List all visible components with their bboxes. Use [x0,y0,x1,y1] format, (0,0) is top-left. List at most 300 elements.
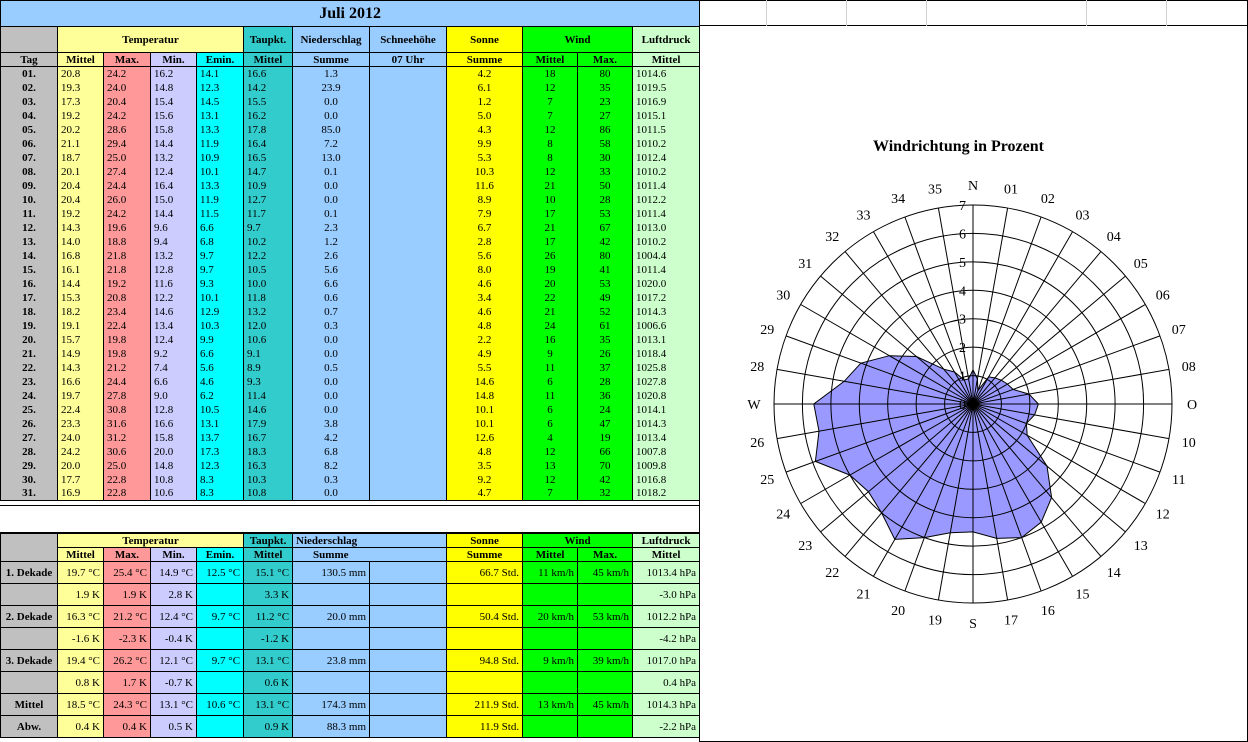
cell-niederschlag: 6.8 [293,445,370,459]
cell-day: 13. [1,235,58,249]
cell-temp-max: 19.8 [104,333,151,347]
summary-temp-max: 0.4 K [104,716,151,738]
cell-temp-max: 19.6 [104,221,151,235]
cell-temp-max: 25.0 [104,459,151,473]
sum-sub-min: Min. [151,548,197,562]
cell-schneehoehe [370,445,447,459]
summary-temp-min: -0.7 K [151,672,197,694]
cell-day: 18. [1,305,58,319]
cell-luftdruck: 1027.8 [633,375,700,389]
cell-temp-emin: 13.3 [197,123,244,137]
cell-temp-emin: 9.7 [197,249,244,263]
sum-sub-wind-max: Max. [578,548,633,562]
summary-blank [370,716,447,738]
cell-wind-mittel: 22 [523,291,578,305]
cell-temp-max: 23.4 [104,305,151,319]
cell-day: 04. [1,109,58,123]
cell-luftdruck: 1011.4 [633,263,700,277]
summary-wind-mittel: 9 km/h [523,650,578,672]
direction-label: 12 [1155,507,1170,523]
cell-temp-max: 27.8 [104,389,151,403]
cell-niederschlag: 0.6 [293,291,370,305]
summary-row [1,628,700,650]
cell-temp-mittel: 24.0 [58,431,104,445]
cell-day: 25. [1,403,58,417]
cell-temp-emin: 8.3 [197,487,244,501]
cell-day: 15. [1,263,58,277]
cell-temp-min: 10.8 [151,473,197,487]
cell-temp-mittel: 24.2 [58,445,104,459]
summary-temp-mittel: 1.9 K [58,584,104,606]
sum-header-sonne: Sonne [447,534,523,548]
summary-sonne: 94.8 Std. [447,650,523,672]
cell-temp-mittel: 18.2 [58,305,104,319]
direction-label: 21 [856,587,871,603]
cell-niederschlag: 2.6 [293,249,370,263]
cell-schneehoehe [370,165,447,179]
cell-temp-emin: 10.3 [197,319,244,333]
summary-temp-emin [197,716,244,738]
cell-temp-emin: 12.3 [197,81,244,95]
cell-niederschlag: 0.1 [293,207,370,221]
cell-luftdruck: 1011.5 [633,123,700,137]
cell-wind-max: 80 [578,249,633,263]
direction-label: S [969,617,977,632]
table-row [1,389,700,403]
cell-temp-min: 12.4 [151,333,197,347]
cell-temp-mittel: 20.4 [58,179,104,193]
cell-temp-mittel: 22.4 [58,403,104,417]
cell-niederschlag: 5.6 [293,263,370,277]
cell-sonne: 14.8 [447,389,523,403]
cell-wind-mittel: 7 [523,487,578,501]
summary-row [1,650,700,672]
cell-temp-emin: 17.3 [197,445,244,459]
cell-schneehoehe [370,95,447,109]
cell-temp-min: 14.8 [151,459,197,473]
cell-temp-max: 28.6 [104,123,151,137]
cell-luftdruck: 1014.3 [633,417,700,431]
cell-taupkt: 10.8 [244,487,293,501]
summary-row [1,694,700,716]
cell-temp-max: 20.4 [104,95,151,109]
cell-luftdruck: 1004.4 [633,249,700,263]
cell-temp-emin: 9.7 [197,263,244,277]
cell-temp-max: 18.8 [104,235,151,249]
summary-row [1,562,700,584]
cell-wind-mittel: 13 [523,459,578,473]
radial-tick-label: 7 [959,199,966,214]
cell-day: 23. [1,375,58,389]
sub-07uhr: 07 Uhr [370,53,447,67]
cell-schneehoehe [370,305,447,319]
radial-tick-label: 5 [959,255,966,271]
radial-tick-label: 1 [959,369,966,385]
cell-day: 05. [1,123,58,137]
cell-temp-emin: 13.1 [197,417,244,431]
cell-temp-emin: 4.6 [197,375,244,389]
summary-row [1,606,700,628]
summary-blank [370,584,447,606]
cell-wind-mittel: 18 [523,67,578,81]
cell-wind-max: 67 [578,221,633,235]
cell-temp-mittel: 14.4 [58,277,104,291]
table-row [1,487,700,501]
cell-taupkt: 11.4 [244,389,293,403]
table-row [1,221,700,235]
cell-sonne: 10.1 [447,403,523,417]
summary-temp-emin [197,672,244,694]
table-row [1,263,700,277]
direction-label: 29 [760,323,775,339]
cell-luftdruck: 1006.6 [633,319,700,333]
cell-niederschlag: 0.0 [293,193,370,207]
summary-niederschlag: 174.3 mm [293,694,370,716]
summary-taupkt: 0.6 K [244,672,293,694]
cell-temp-min: 16.6 [151,417,197,431]
cell-temp-min: 7.4 [151,361,197,375]
cell-wind-mittel: 7 [523,109,578,123]
sub-druck-mittel: Mittel [633,53,700,67]
cell-niederschlag: 3.8 [293,417,370,431]
cell-taupkt: 10.5 [244,263,293,277]
cell-wind-mittel: 8 [523,151,578,165]
summary-temp-mittel: 18.5 °C [58,694,104,716]
radial-tick-label: 4 [959,284,966,300]
cell-temp-emin: 11.9 [197,137,244,151]
summary-wind-max: 53 km/h [578,606,633,628]
cell-sonne: 9.2 [447,473,523,487]
cell-day: 02. [1,81,58,95]
sum-sub-max: Max. [104,548,151,562]
summary-wind-mittel [523,584,578,606]
cell-luftdruck: 1011.4 [633,179,700,193]
cell-luftdruck: 1013.0 [633,221,700,235]
cell-temp-max: 31.6 [104,417,151,431]
cell-schneehoehe [370,249,447,263]
cell-temp-min: 9.0 [151,389,197,403]
cell-taupkt: 13.2 [244,305,293,319]
cell-temp-max: 29.4 [104,137,151,151]
cell-wind-max: 27 [578,109,633,123]
cell-temp-min: 14.4 [151,137,197,151]
cell-luftdruck: 1007.8 [633,445,700,459]
cell-schneehoehe [370,137,447,151]
cell-temp-min: 13.2 [151,151,197,165]
cell-temp-max: 24.4 [104,179,151,193]
cell-sonne: 10.3 [447,165,523,179]
cell-wind-mittel: 10 [523,193,578,207]
summary-wind-mittel: 13 km/h [523,694,578,716]
cell-wind-mittel: 21 [523,179,578,193]
cell-niederschlag: 0.0 [293,95,370,109]
table-row [1,445,700,459]
cell-taupkt: 16.7 [244,431,293,445]
summary-temp-min: 0.5 K [151,716,197,738]
cell-luftdruck: 1020.8 [633,389,700,403]
header-wind: Wind [523,27,633,53]
summary-temp-min: 2.8 K [151,584,197,606]
cell-temp-emin: 12.3 [197,459,244,473]
table-row [1,291,700,305]
cell-niederschlag: 7.2 [293,137,370,151]
cell-day: 30. [1,473,58,487]
table-row [1,81,700,95]
cell-luftdruck: 1012.4 [633,151,700,165]
table-row [1,333,700,347]
summary-blank [370,672,447,694]
cell-schneehoehe [370,277,447,291]
cell-sonne: 3.5 [447,459,523,473]
table-row [1,95,700,109]
grid-cell [847,0,927,26]
cell-temp-min: 10.6 [151,487,197,501]
summary-blank [370,562,447,584]
cell-wind-max: 35 [578,81,633,95]
cell-luftdruck: 1016.9 [633,95,700,109]
cell-luftdruck: 1014.6 [633,67,700,81]
cell-sonne: 8.0 [447,263,523,277]
cell-niederschlag: 0.0 [293,179,370,193]
cell-sonne: 1.2 [447,95,523,109]
direction-label: 19 [928,613,942,629]
direction-label: 34 [891,192,906,208]
cell-niederschlag: 1.2 [293,235,370,249]
cell-wind-max: 24 [578,403,633,417]
cell-taupkt: 10.9 [244,179,293,193]
cell-sonne: 8.9 [447,193,523,207]
cell-temp-min: 13.2 [151,249,197,263]
summary-temp-emin [197,628,244,650]
summary-table [0,533,700,738]
cell-day: 28. [1,445,58,459]
cell-day: 06. [1,137,58,151]
cell-schneehoehe [370,263,447,277]
cell-sonne: 4.8 [447,445,523,459]
cell-temp-mittel: 20.1 [58,165,104,179]
cell-temp-max: 24.2 [104,207,151,221]
direction-label: 06 [1155,288,1170,304]
summary-temp-max: 21.2 °C [104,606,151,628]
table-row [1,151,700,165]
cell-temp-emin: 11.5 [197,207,244,221]
cell-schneehoehe [370,389,447,403]
summary-label: 3. Dekade [1,650,58,672]
cell-temp-max: 27.4 [104,165,151,179]
cell-day: 20. [1,333,58,347]
cell-temp-min: 9.6 [151,221,197,235]
cell-temp-mittel: 19.3 [58,81,104,95]
cell-taupkt: 16.6 [244,67,293,81]
cell-day: 14. [1,249,58,263]
cell-temp-emin: 10.1 [197,165,244,179]
summary-temp-max: 24.3 °C [104,694,151,716]
grid-cell [767,0,847,26]
cell-temp-max: 19.8 [104,347,151,361]
cell-taupkt: 14.6 [244,403,293,417]
direction-label: 33 [856,208,871,224]
radial-tick-label: 2 [959,341,966,357]
cell-sonne: 10.1 [447,417,523,431]
cell-temp-emin: 12.9 [197,305,244,319]
summary-wind-mittel [523,628,578,650]
cell-temp-max: 24.4 [104,375,151,389]
summary-label [1,628,58,650]
summary-taupkt: 11.2 °C [244,606,293,628]
cell-wind-mittel: 4 [523,431,578,445]
cell-sonne: 2.8 [447,235,523,249]
sum-sub-wind-mittel: Mittel [523,548,578,562]
direction-label: 20 [891,603,906,619]
cell-wind-mittel: 6 [523,375,578,389]
cell-temp-emin: 9.3 [197,277,244,291]
header-luftdruck: Luftdruck [633,27,700,53]
summary-luftdruck: 1012.2 hPa [633,606,700,628]
cell-schneehoehe [370,403,447,417]
cell-temp-mittel: 20.2 [58,123,104,137]
summary-temp-mittel: 19.4 °C [58,650,104,672]
cell-luftdruck: 1013.1 [633,333,700,347]
cell-niederschlag: 0.3 [293,473,370,487]
cell-wind-mittel: 12 [523,165,578,179]
cell-temp-emin: 5.6 [197,361,244,375]
cell-niederschlag: 2.3 [293,221,370,235]
summary-sonne: 11.9 Std. [447,716,523,738]
summary-niederschlag [293,672,370,694]
sub-wind-max: Max. [578,53,633,67]
cell-schneehoehe [370,417,447,431]
sub-sonne-summe: Summe [447,53,523,67]
summary-sonne: 66.7 Std. [447,562,523,584]
cell-wind-max: 41 [578,263,633,277]
direction-label: 32 [825,230,840,246]
cell-temp-min: 11.6 [151,277,197,291]
direction-label: 15 [1075,587,1090,603]
table-row [1,277,700,291]
header-tag: Tag [1,53,58,67]
table-row [1,361,700,375]
summary-wind-mittel: 11 km/h [523,562,578,584]
cell-wind-max: 23 [578,95,633,109]
summary-sonne: 211.9 Std. [447,694,523,716]
summary-wind-max [578,628,633,650]
cell-temp-emin: 13.3 [197,179,244,193]
cell-sonne: 2.2 [447,333,523,347]
cell-wind-mittel: 11 [523,389,578,403]
summary-label [1,584,58,606]
summary-sonne: 50.4 Std. [447,606,523,628]
summary-temp-max: 1.9 K [104,584,151,606]
summary-temp-min: 14.9 °C [151,562,197,584]
cell-luftdruck: 1019.5 [633,81,700,95]
cell-schneehoehe [370,193,447,207]
summary-wind-max: 45 km/h [578,562,633,584]
cell-day: 10. [1,193,58,207]
cell-niederschlag: 0.7 [293,305,370,319]
summary-label: Abw. [1,716,58,738]
cell-niederschlag: 0.0 [293,389,370,403]
cell-wind-mittel: 6 [523,417,578,431]
cell-wind-mittel: 6 [523,403,578,417]
cell-niederschlag: 0.0 [293,487,370,501]
cell-temp-mittel: 21.1 [58,137,104,151]
cell-temp-min: 15.4 [151,95,197,109]
sub-mittel: Mittel [58,53,104,67]
summary-temp-max: -2.3 K [104,628,151,650]
cell-sonne: 5.5 [447,361,523,375]
cell-temp-min: 14.8 [151,81,197,95]
cell-temp-mittel: 19.7 [58,389,104,403]
summary-wind-max [578,584,633,606]
sub-emin: Emin. [197,53,244,67]
empty-sheet-row [699,0,1248,26]
cell-day: 16. [1,277,58,291]
header-temperatur: Temperatur [58,27,244,53]
cell-niederschlag: 0.0 [293,109,370,123]
cell-sonne: 5.3 [447,151,523,165]
direction-label: 10 [1181,436,1196,451]
cell-schneehoehe [370,221,447,235]
direction-label: 28 [750,360,765,375]
cell-taupkt: 18.3 [244,445,293,459]
cell-luftdruck: 1025.8 [633,361,700,375]
cell-day: 24. [1,389,58,403]
cell-wind-mittel: 16 [523,333,578,347]
cell-temp-mittel: 17.3 [58,95,104,109]
summary-blank [370,628,447,650]
cell-sonne: 6.1 [447,81,523,95]
cell-temp-emin: 13.7 [197,431,244,445]
header-niederschlag: Niederschlag [293,27,370,53]
cell-schneehoehe [370,179,447,193]
cell-wind-max: 52 [578,305,633,319]
cell-temp-emin: 14.5 [197,95,244,109]
cell-day: 03. [1,95,58,109]
sum-header-wind: Wind [523,534,633,548]
cell-day: 09. [1,179,58,193]
cell-temp-min: 16.2 [151,67,197,81]
table-row [1,417,700,431]
cell-wind-max: 58 [578,137,633,151]
direction-label: W [747,398,761,413]
direction-label: 07 [1171,323,1186,339]
cell-schneehoehe [370,207,447,221]
cell-wind-max: 32 [578,487,633,501]
summary-temp-max: 26.2 °C [104,650,151,672]
cell-sonne: 5.0 [447,109,523,123]
cell-temp-mittel: 16.8 [58,249,104,263]
cell-luftdruck: 1014.3 [633,305,700,319]
cell-temp-max: 22.8 [104,487,151,501]
cell-sonne: 3.4 [447,291,523,305]
cell-temp-max: 22.4 [104,319,151,333]
header-sonne: Sonne [447,27,523,53]
cell-taupkt: 17.8 [244,123,293,137]
summary-taupkt: 0.9 K [244,716,293,738]
cell-niederschlag: 85.0 [293,123,370,137]
cell-day: 07. [1,151,58,165]
cell-luftdruck: 1010.2 [633,137,700,151]
cell-temp-max: 24.2 [104,67,151,81]
table-row [1,137,700,151]
direction-label: 04 [1106,230,1121,246]
cell-temp-min: 20.0 [151,445,197,459]
cell-temp-max: 24.2 [104,109,151,123]
sub-nieder-summe: Summe [293,53,370,67]
table-row [1,431,700,445]
summary-wind-mittel [523,672,578,694]
cell-taupkt: 12.2 [244,249,293,263]
